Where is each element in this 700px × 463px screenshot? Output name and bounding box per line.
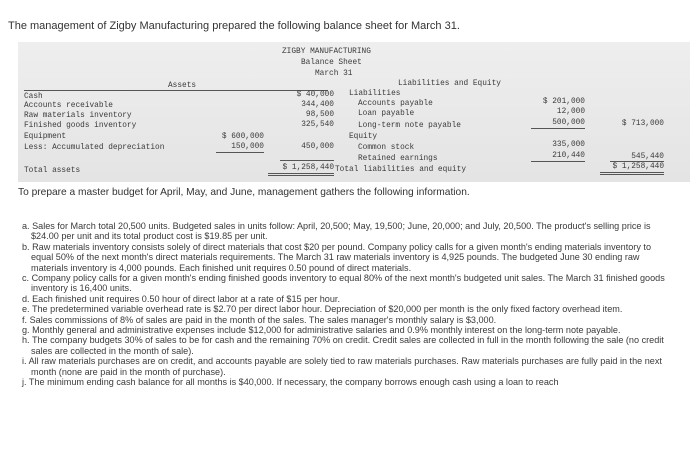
total-assets-value: $ 1,258,440 — [282, 164, 334, 172]
requirement-a: a. Sales for March total 20,500 units. Budgeted sales in units follow: April, 20,500; May, 19,500; June, 20,000; and July, 20,500. The product's selling price is $24.00 per unit and its total product cost is $19.85 per unit. — [22, 221, 651, 242]
retained-earnings-label: Retained earnings — [358, 155, 438, 163]
common-stock-value: 335,000 — [552, 141, 585, 149]
depreciation-label: Less: Accumulated depreciation — [24, 144, 165, 152]
total-assets-label: Total assets — [24, 167, 81, 175]
requirement-i: i. All raw materials purchases are on credit, and accounts payable are solely tied to raw materials purchases. Raw materials purchases are fully paid in the next month (none are paid in the month of purchase). — [22, 356, 662, 377]
finished-goods-value: 325,540 — [301, 121, 334, 129]
total-equity-value: 545,440 — [631, 153, 664, 161]
requirement-g: g. Monthly general and administrative expenses include $12,000 for administrative salaries and 0.9% monthly interest on the long-term note payable. — [22, 325, 621, 336]
equipment-value: $ 600,000 — [221, 133, 264, 141]
cash-label: Cash — [24, 93, 43, 101]
requirement-d: d. Each finished unit requires 0.50 hour of direct labor at a rate of $15 per hour. — [22, 293, 340, 304]
requirement-b: b. Raw materials inventory consists solely of direct materials that cost $20 per pound. Company policy calls for a given month's ending materials inventory to equal 50% of the next month's direct materials requirements. The March 31 raw materials inventory is 4,925 pounds. The budgeted June 30 ending raw materials inventory is 4,000 pounds. Each finished unit requires 0.50 pound of direct materials. — [22, 241, 651, 273]
total-liabilities-equity-value: $ 1,258,440 — [612, 163, 664, 171]
long-term-note-label: Long-term note payable — [358, 122, 461, 130]
loan-payable-value: 12,000 — [556, 108, 585, 116]
balance-sheet — [18, 42, 690, 182]
requirement-h: h. The company budgets 30% of sales to be for cash and the remaining 70% on credit. Credit sales are collected in full in the month following the sale (no credit sales are collected in the month of sale). — [22, 335, 664, 356]
requirement-e: e. The predetermined variable overhead rate is $2.70 per direct labor hour. Depreciation of $20,000 per month is the only fixed factory overhead item. — [22, 304, 623, 315]
sheet-title: Balance Sheet — [301, 59, 362, 67]
liabilities-equity-header: Liabilities and Equity — [398, 80, 501, 88]
total-liabilities-value: $ 713,000 — [621, 120, 664, 128]
accounts-payable-label: Accounts payable — [358, 100, 433, 108]
sheet-date: March 31 — [315, 70, 353, 78]
ar-value: 344,400 — [301, 101, 334, 109]
ar-label: Accounts receivable — [24, 102, 113, 110]
assets-header: Assets — [168, 82, 197, 90]
requirement-c: c. Company policy calls for a given month's ending finished goods inventory to equal 80% of the next month's budgeted unit sales. The March 31 finished goods inventory is 16,400 units. — [22, 273, 665, 294]
raw-materials-label: Raw materials inventory — [24, 112, 132, 120]
loan-payable-label: Loan payable — [358, 110, 415, 118]
requirements-list — [22, 221, 672, 388]
requirement-f: f. Sales commissions of 8% of sales are paid in the month of the sales. The sales manager's monthly salary is $3,000. — [22, 314, 497, 325]
depreciation-value: 150,000 — [231, 143, 264, 151]
budget-intro-text: To prepare a master budget for April, May, and June, management gathers the following information. — [18, 187, 470, 198]
equity-section-label: Equity — [349, 133, 378, 141]
long-term-note-value: 500,000 — [552, 119, 585, 127]
raw-materials-value: 98,500 — [305, 111, 334, 119]
equipment-label: Equipment — [24, 133, 67, 141]
finished-goods-label: Finished goods inventory — [24, 122, 137, 130]
company-name: ZIGBY MANUFACTURING — [282, 48, 371, 56]
retained-earnings-value: 210,440 — [552, 152, 585, 160]
cash-value: $ 40,000 — [296, 91, 334, 99]
intro-text: The management of Zigby Manufacturing prepared the following balance sheet for March 31. — [8, 20, 460, 32]
requirement-j: j. The minimum ending cash balance for all months is $40,000. If necessary, the company borrows enough cash using a loan to reach — [22, 377, 559, 388]
accounts-payable-value: $ 201,000 — [542, 98, 585, 106]
liabilities-section-label: Liabilities — [349, 90, 401, 98]
equipment-net-value: 450,000 — [301, 143, 334, 151]
common-stock-label: Common stock — [358, 144, 415, 152]
total-liabilities-equity-label: Total liabilities and equity — [335, 166, 467, 174]
